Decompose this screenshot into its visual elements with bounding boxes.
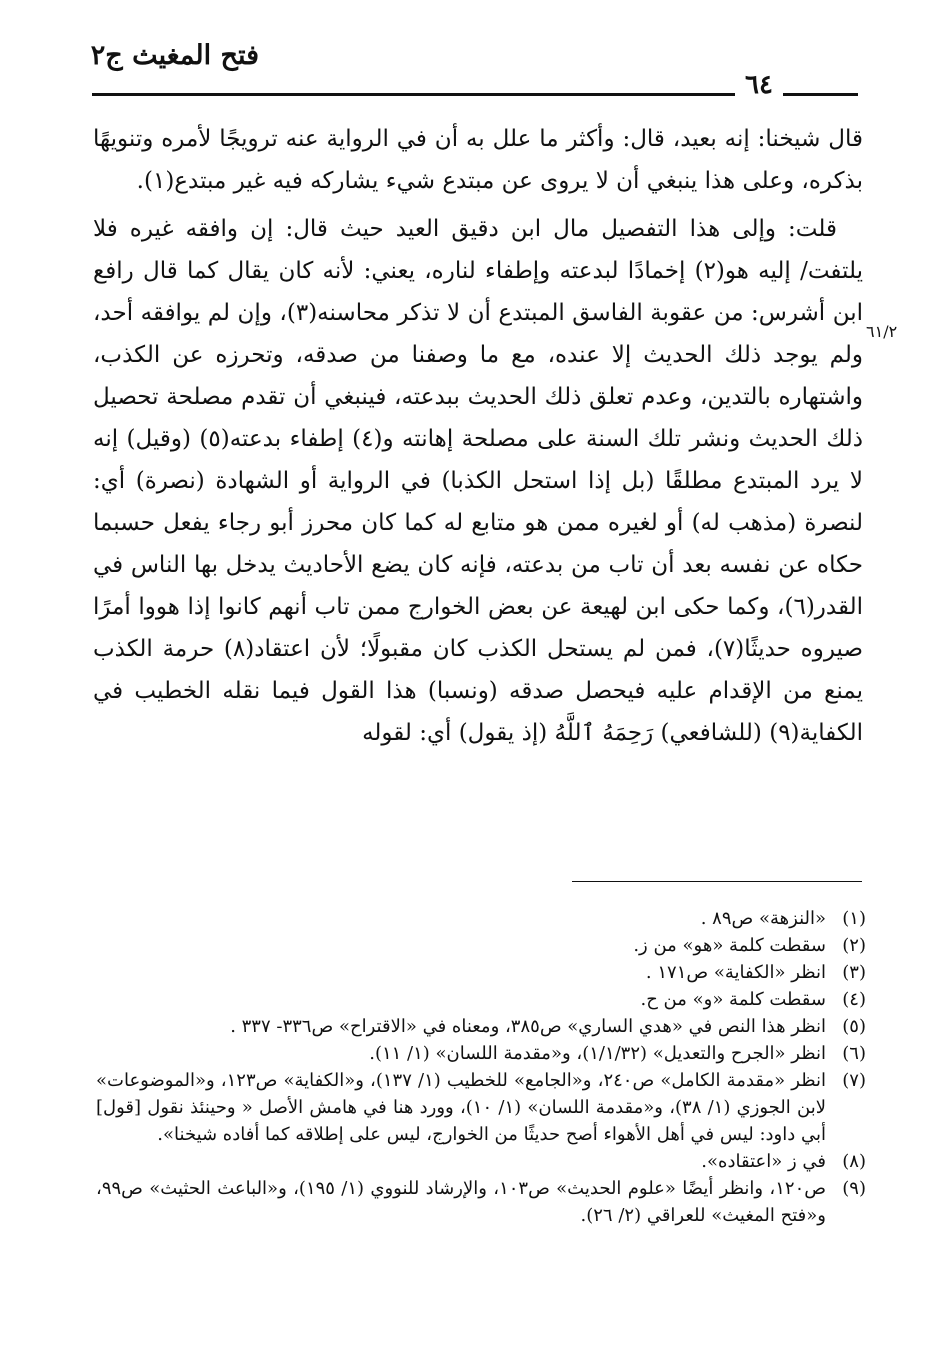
footnote (96, 986, 866, 1013)
footnote-text: انظر «الجرح والتعديل» (١/١/٣٢)، و«مقدمة اللسان» (١/ ١١). (369, 1043, 826, 1064)
footnote-text: في ز «اعتقاده». (701, 1151, 826, 1172)
footnote-number: (٢) (842, 935, 866, 956)
footnote (96, 1013, 866, 1040)
footnote-number: (٣) (842, 962, 866, 983)
footnote (96, 959, 866, 986)
footnote-number: (٩) (842, 1178, 866, 1199)
footnote (96, 1148, 866, 1175)
footnote (96, 1175, 866, 1229)
paragraph: قال شيخنا: إنه بعيد، قال: وأكثر ما علل به أن في الرواية عنه ترويجًا لأمره وتنويهًا بذكره، وعلى هذا ينبغي أن لا يروى عن مبتدع شيء يشاركه فيه غير مبتدع(١). (93, 126, 863, 194)
footnote-text: انظر هذا النص في «هدي الساري» ص٣٨٥، ومعناه في «الاقتراح» ص٣٣٦- ٣٣٧ . (230, 1016, 826, 1037)
footnote-number: (١) (842, 908, 866, 929)
footnote-text: سقطت كلمة «هو» من ز. (633, 935, 826, 956)
footnote (96, 932, 866, 959)
footnote-text: «النزهة» ص٨٩ . (700, 908, 826, 929)
footnotes (96, 905, 866, 1229)
footnote-separator (572, 881, 862, 882)
footnote (96, 905, 866, 932)
footnote-text: انظر «مقدمة الكامل» ص٢٤٠، و«الجامع» للخطيب (١/ ١٣٧)، و«الكفاية» ص١٢٣، و«الموضوعات» لابن الجوزي (١/ ٣٨)، و«مقدمة اللسان» (١/ ١٠)، وورد هنا في هامش الأصل « وحينئذ نقول [قول] أبي داود: ليس في أهل الأهواء أصح حديثًا من الخوارج، ليس على إطلاقه كما أفاده شيخنا». (96, 1070, 826, 1145)
footnote-number: (٧) (842, 1070, 866, 1091)
footnote (96, 1067, 866, 1148)
running-header-title: فتح المغيث ج٢ (90, 40, 259, 71)
footnote-text: ص١٢٠، وانظر أيضًا «علوم الحديث» ص١٠٣، والإرشاد للنووي (١/ ١٩٥)، و«الباعث الحثيث» ص٩٩، و«فتح المغيث» للعراقي (٢/ ٢٦). (96, 1178, 827, 1226)
footnote-text: انظر «الكفاية» ص١٧١ . (645, 962, 826, 983)
margin-folio-note: ٦١/٢ (866, 322, 898, 341)
footnote-number: (٥) (842, 1016, 866, 1037)
page-number: ٦٤ (735, 70, 783, 100)
footnote-number: (٤) (842, 989, 866, 1010)
footnote-number: (٦) (842, 1043, 866, 1064)
main-text (93, 118, 863, 760)
paragraph: قلت: وإلى هذا التفصيل مال ابن دقيق العيد حيث قال: إن وافقه غيره فلا يلتفت/ إليه هو(٢) إخمادًا لبدعته وإطفاء لناره، يعني: لأنه كان يقال كما قال رافع ابن أشرس: من عقوبة الفاسق المبتدع أن لا تذكر محاسنه(٣)، وإن لم يوافقه أحد، ولم يوجد ذلك الحديث إلا عنده، مع ما وصفنا من صدقه، وتحرزه عن الكذب، واشتهاره بالتدين، وعدم تعلق ذلك الحديث ببدعته، فينبغي أن تقدم مصلحة تحصيل ذلك الحديث ونشر تلك السنة على مصلحة إهانته و(٤) إطفاء بدعته(٥) (وقيل) إنه لا يرد المبتدع مطلقًا (بل إذا استحل الكذبا) في الرواية أو الشهادة (نصرة) أي: لنصرة (مذهب له) أو لغيره ممن هو متابع له كما كان محرز أبو رجاء يفعل حسبما حكاه عن نفسه بعد أن تاب من بدعته، فإنه كان يضع الأحاديث يدخل بها الناس في القدر(٦)، وكما حكى ابن لهيعة عن بعض الخوارج ممن تاب أنهم كانوا إذا هووا أمرًا صيروه حديثًا(٧)، فمن لم يستحل الكذب كان مقبولًا؛ لأن اعتقاد(٨) حرمة الكذب يمنع من الإقدام عليه فيحصل صدقه (ونسبا) هذا القول فيما نقله الخطيب في الكفاية(٩) (للشافعي) رَحِمَهُ ٱللَّهُ (إذ يقول) أي: لقوله (93, 216, 863, 746)
footnote-text: سقطت كلمة «و» من ح. (640, 989, 826, 1010)
footnote (96, 1040, 866, 1067)
footnote-number: (٨) (842, 1151, 866, 1172)
